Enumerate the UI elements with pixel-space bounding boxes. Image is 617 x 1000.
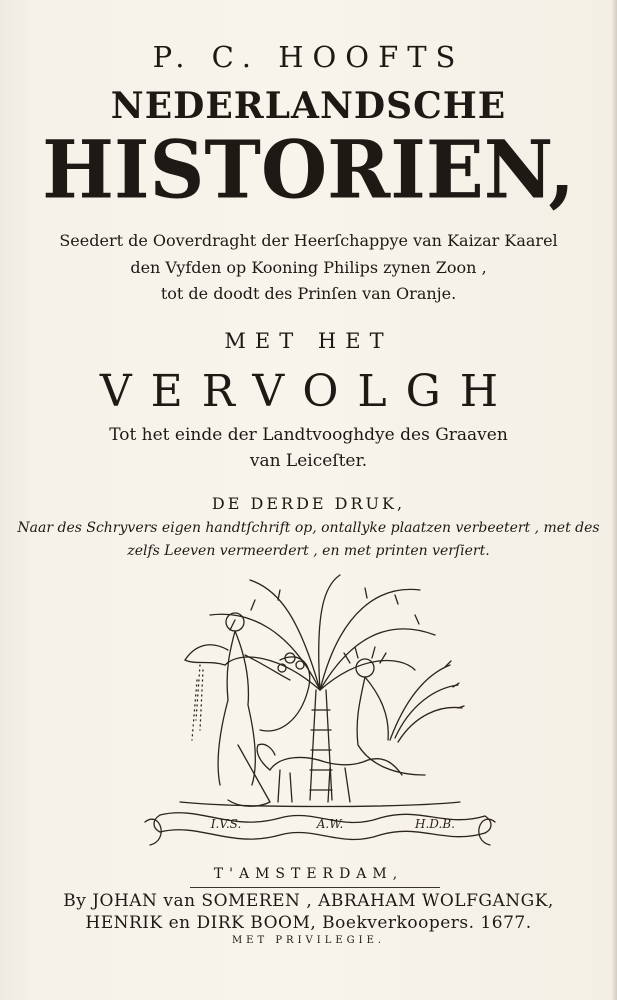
privilege-line: MET PRIVILEGIE.: [231, 935, 386, 946]
printers-line-2: HENRIK en DIRK BOOM, Boekverkoopers. 1677.: [85, 913, 532, 933]
with-line: MET HET: [224, 329, 393, 353]
sequel-line-2: van Leiceſter.: [249, 451, 368, 471]
author-line: P. C. HOOFTS: [152, 40, 465, 74]
banner-label-aw: A.W.: [316, 817, 344, 831]
city-line: T'AMSTERDAM,: [213, 866, 404, 882]
edition-note-1: Naar des Schryvers eigen handtſchrift op, ontallyke plaatzen verbeetert , met des: [17, 520, 600, 536]
title-line-1: NEDERLANDSCHE: [110, 85, 507, 127]
imprint-rule: [190, 887, 440, 888]
edition-line: DE DERDE DRUK,: [211, 494, 406, 513]
printers-line-1: By JOHAN van SOMEREN , ABRAHAM WOLFGANGK,: [63, 891, 554, 911]
subtitle-line-2: den Vyfden op Kooning Philips zynen Zoon ,: [130, 258, 487, 277]
banner-label-hdb: H.D.B.: [415, 817, 455, 831]
printers-device-engraving-icon: [140, 570, 500, 850]
banner-label-ivs: I.V.S.: [210, 817, 242, 831]
subtitle-line-1: Seedert de Ooverdraght der Heerſchappye van Kaizar Kaarel: [59, 231, 558, 250]
edition-note-2: zelfs Leeven vermeerdert , en met printen verſiert.: [127, 543, 490, 559]
sequel-line-1: Tot het einde der Landtvooghdye des Graaven: [109, 425, 508, 445]
sequel-title: VERVOLGH: [99, 366, 518, 417]
title-line-2: HISTORIEN,: [42, 122, 575, 217]
subtitle-line-3: tot de doodt des Prinſen van Oranje.: [160, 284, 457, 303]
